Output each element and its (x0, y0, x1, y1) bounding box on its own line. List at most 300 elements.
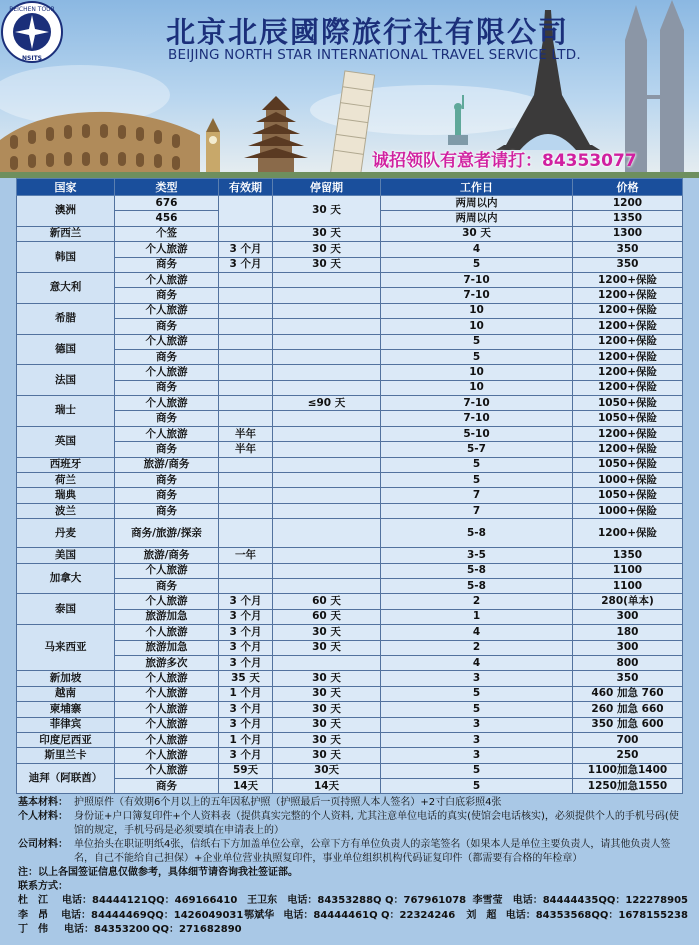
country-cell: 德国 (17, 334, 115, 365)
table-row (17, 473, 683, 488)
stay-cell (273, 365, 381, 380)
workdays-cell: 7 (381, 503, 573, 518)
validity-cell (219, 196, 273, 227)
table-row (17, 365, 683, 380)
price-cell: 1350 (573, 548, 683, 563)
validity-cell: 一年 (219, 548, 273, 563)
validity-cell: 半年 (219, 442, 273, 457)
stay-cell (273, 272, 381, 287)
workdays-cell: 7-10 (381, 411, 573, 426)
type-cell: 个人旅游 (115, 426, 219, 441)
price-cell: 300 (573, 609, 683, 624)
contact-phone: 电话：84353288 (287, 895, 374, 906)
workdays-cell: 10 (381, 319, 573, 334)
price-cell: 350 (573, 242, 683, 257)
type-cell: 个人旅游 (115, 334, 219, 349)
price-cell: 1000+保险 (573, 503, 683, 518)
stay-cell: 60 天 (273, 594, 381, 609)
header-stay: 停留期 (273, 179, 381, 196)
price-cell: 1200+保险 (573, 349, 683, 364)
table-row (17, 288, 683, 303)
table-row (17, 702, 683, 717)
country-cell: 柬埔寨 (17, 702, 115, 717)
validity-cell: 1 个月 (219, 686, 273, 701)
table-row (17, 671, 683, 686)
company-materials-label: 公司材料： (18, 839, 68, 850)
validity-cell (219, 319, 273, 334)
table-row (17, 717, 683, 732)
workdays-cell: 5 (381, 473, 573, 488)
workdays-cell: 5-8 (381, 519, 573, 548)
header-country: 国家 (17, 179, 115, 196)
workdays-cell: 5-10 (381, 426, 573, 441)
validity-cell (219, 226, 273, 241)
country-cell: 加拿大 (17, 563, 115, 594)
price-cell: 1200+保险 (573, 365, 683, 380)
header-price: 价格 (573, 179, 683, 196)
stay-cell (273, 319, 381, 334)
country-cell: 澳洲 (17, 196, 115, 227)
type-cell: 个人旅游 (115, 732, 219, 747)
type-cell: 旅游多次 (115, 655, 219, 670)
stay-cell (273, 457, 381, 472)
workdays-cell: 5 (381, 702, 573, 717)
contact-name: 李 昂 (18, 909, 48, 921)
type-cell: 商务 (115, 578, 219, 593)
validity-cell (219, 519, 273, 548)
validity-cell (219, 380, 273, 395)
validity-cell: 3 个月 (219, 748, 273, 763)
workdays-cell: 10 (381, 380, 573, 395)
contact-qq: QQ：1678155238 (591, 909, 688, 921)
contact-qq: QQ：469166410 (147, 895, 238, 906)
notes-section (18, 796, 688, 938)
country-cell: 韩国 (17, 242, 115, 273)
type-cell: 商务 (115, 411, 219, 426)
workdays-cell: 两周以内 (381, 196, 573, 211)
price-cell: 460 加急 760 (573, 686, 683, 701)
type-cell: 个人旅游 (115, 702, 219, 717)
price-cell: 1200+保险 (573, 319, 683, 334)
validity-cell: 59天 (219, 763, 273, 778)
price-cell: 1200+保险 (573, 288, 683, 303)
contact-qq: Q Q：767961078 (373, 895, 467, 906)
workdays-cell: 5 (381, 779, 573, 794)
validity-cell: 3 个月 (219, 625, 273, 640)
workdays-cell: 5 (381, 686, 573, 701)
header-validity: 有效期 (219, 179, 273, 196)
table-row (17, 594, 683, 609)
price-cell: 1100 (573, 563, 683, 578)
validity-cell (219, 578, 273, 593)
validity-cell (219, 563, 273, 578)
country-cell: 法国 (17, 365, 115, 396)
validity-cell: 3 个月 (219, 257, 273, 272)
workdays-cell: 2 (381, 594, 573, 609)
stay-cell: 30 天 (273, 242, 381, 257)
type-cell: 商务 (115, 473, 219, 488)
workdays-cell: 7-10 (381, 272, 573, 287)
country-cell: 英国 (17, 426, 115, 457)
price-cell: 1100 (573, 578, 683, 593)
stay-cell (273, 334, 381, 349)
type-cell: 商务 (115, 488, 219, 503)
contact-name: 杜 江 (18, 895, 48, 906)
stay-cell: 30 天 (273, 748, 381, 763)
contact-name: 王卫东 (247, 895, 278, 906)
validity-cell: 3 个月 (219, 702, 273, 717)
contact-qq: Q Q：22324246 (369, 909, 456, 921)
stay-cell (273, 380, 381, 395)
validity-cell (219, 272, 273, 287)
type-cell: 个人旅游 (115, 272, 219, 287)
table-row (17, 442, 683, 457)
type-cell: 商务 (115, 779, 219, 794)
type-cell: 个人旅游 (115, 303, 219, 318)
workdays-cell: 4 (381, 655, 573, 670)
country-cell: 越南 (17, 686, 115, 701)
basic-materials-text: 护照原件（有效期6个月以上的五年因私护照（护照最后一页持照人本人签名）+2寸白底彩照4张 (74, 797, 502, 808)
stay-cell (273, 655, 381, 670)
contact-qq: QQ：1426049031 (146, 909, 244, 921)
table-row (17, 303, 683, 318)
validity-cell: 3 个月 (219, 655, 273, 670)
type-cell: 旅游加急 (115, 609, 219, 624)
price-cell: 350 (573, 671, 683, 686)
recruit-banner: 诚招领队有意者请打：84353077 (372, 151, 637, 171)
stay-cell: 30 天 (273, 226, 381, 241)
stay-cell: 60 天 (273, 609, 381, 624)
contact-title: 联系方式： (18, 881, 68, 892)
price-cell: 1200 (573, 196, 683, 211)
company-name-chinese: 北京北辰國際旅行社有限公司 (166, 15, 570, 49)
validity-cell: 3 个月 (219, 242, 273, 257)
table-row (17, 257, 683, 272)
workdays-cell: 5 (381, 257, 573, 272)
country-cell: 印度尼西亚 (17, 732, 115, 747)
validity-cell (219, 303, 273, 318)
validity-cell: 1 个月 (219, 732, 273, 747)
table-row (17, 196, 683, 211)
type-cell: 个人旅游 (115, 763, 219, 778)
table-row (17, 640, 683, 655)
table-row (17, 519, 683, 548)
stay-cell: 30 天 (273, 702, 381, 717)
contact-phone: 电话：84444121 (62, 895, 148, 906)
validity-cell: 3 个月 (219, 609, 273, 624)
type-cell: 旅游/商务 (115, 548, 219, 563)
country-cell: 马来西亚 (17, 625, 115, 671)
stay-cell: 14天 (273, 779, 381, 794)
basic-materials-label: 基本材料： (18, 797, 68, 808)
price-cell: 250 (573, 748, 683, 763)
workdays-cell: 7-10 (381, 396, 573, 411)
price-cell: 180 (573, 625, 683, 640)
type-cell: 个人旅游 (115, 671, 219, 686)
price-cell: 1200+保险 (573, 380, 683, 395)
stay-cell (273, 548, 381, 563)
validity-cell: 35 天 (219, 671, 273, 686)
stay-cell: ≤90 天 (273, 396, 381, 411)
table-row (17, 548, 683, 563)
table-row (17, 763, 683, 778)
type-cell: 商务 (115, 380, 219, 395)
type-cell: 个人旅游 (115, 748, 219, 763)
workdays-cell: 5-8 (381, 578, 573, 593)
country-cell: 瑞士 (17, 396, 115, 427)
type-cell: 旅游加急 (115, 640, 219, 655)
type-cell: 个人旅游 (115, 396, 219, 411)
stay-cell (273, 288, 381, 303)
validity-cell (219, 396, 273, 411)
price-cell: 1050+保险 (573, 396, 683, 411)
contact-row (18, 909, 688, 924)
type-cell: 商务 (115, 288, 219, 303)
workdays-cell: 5 (381, 349, 573, 364)
company-materials-text: 单位抬头在职证明纸4张，信纸右下方加盖单位公章，公章下方有单位负责人的亲笔签名（如果本人是单位主要负责人，请其他负责人签名，自己不能给自己担保）+企业单位营业执照复印件，事业单位组织机构代码证复印件（都需要有合格的年检章） (74, 839, 671, 864)
workdays-cell: 5-7 (381, 442, 573, 457)
workdays-cell: 10 (381, 303, 573, 318)
country-cell: 迪拜（阿联酋） (17, 763, 115, 794)
stay-cell (273, 578, 381, 593)
table-row (17, 411, 683, 426)
validity-cell (219, 411, 273, 426)
price-cell: 1250加急1550 (573, 779, 683, 794)
contact-row (18, 894, 688, 909)
stay-cell (273, 303, 381, 318)
workdays-cell: 5 (381, 334, 573, 349)
price-cell: 280(单本) (573, 594, 683, 609)
workdays-cell: 7 (381, 488, 573, 503)
logo-bottom-text: NSITS (22, 55, 42, 62)
workdays-cell: 3 (381, 732, 573, 747)
type-cell: 个人旅游 (115, 686, 219, 701)
company-name-english: BEIJING NORTH STAR INTERNATIONAL TRAVEL SERVICE LTD. (168, 47, 581, 63)
personal-materials-text: 身份证+户口簿复印件+个人资料表（提供真实完整的个人资料, 尤其注意单位电话的真实(使馆会电话核实)，必须提供个人的手机号码(使馆的规定，手机号码是必须要填在申请表上的） (74, 811, 679, 836)
type-cell: 个人旅游 (115, 594, 219, 609)
validity-cell: 3 个月 (219, 594, 273, 609)
table-row (17, 488, 683, 503)
price-cell: 350 (573, 257, 683, 272)
contact-phone: 电话：84444469 (61, 909, 147, 921)
table-row (17, 625, 683, 640)
workdays-cell: 4 (381, 242, 573, 257)
validity-cell (219, 365, 273, 380)
country-cell: 美国 (17, 548, 115, 563)
country-cell: 新加坡 (17, 671, 115, 686)
type-cell: 个人旅游 (115, 242, 219, 257)
header-banner (0, 0, 699, 178)
personal-materials (18, 810, 688, 838)
country-cell: 斯里兰卡 (17, 748, 115, 763)
type-cell: 商务 (115, 349, 219, 364)
contact-name: 刘 超 (466, 909, 497, 921)
workdays-cell: 两周以内 (381, 211, 573, 226)
visa-price-table (16, 178, 683, 794)
stay-cell (273, 488, 381, 503)
stay-cell: 30 天 (273, 625, 381, 640)
stay-cell: 30 天 (273, 671, 381, 686)
type-cell: 456 (115, 211, 219, 226)
table-row (17, 655, 683, 670)
price-cell: 1200+保险 (573, 334, 683, 349)
country-cell: 西班牙 (17, 457, 115, 472)
stay-cell (273, 473, 381, 488)
table-row (17, 380, 683, 395)
contact-qq: QQ：122278905 (598, 895, 689, 906)
country-cell: 荷兰 (17, 473, 115, 488)
type-cell: 676 (115, 196, 219, 211)
stay-cell (273, 503, 381, 518)
table-row (17, 396, 683, 411)
price-cell: 260 加急 660 (573, 702, 683, 717)
price-cell: 800 (573, 655, 683, 670)
validity-cell (219, 288, 273, 303)
country-cell: 希腊 (17, 303, 115, 334)
validity-cell: 3 个月 (219, 717, 273, 732)
company-materials (18, 838, 688, 866)
table-row (17, 242, 683, 257)
workdays-cell: 5 (381, 457, 573, 472)
price-cell: 700 (573, 732, 683, 747)
price-cell: 1050+保险 (573, 411, 683, 426)
type-cell: 旅游/商务 (115, 457, 219, 472)
table-header-row (17, 179, 683, 196)
price-cell: 1200+保险 (573, 303, 683, 318)
disclaimer: 注：以上各国签证信息仅做参考，具体细节请咨询我社签证部。 (18, 867, 298, 878)
price-cell: 350 加急 600 (573, 717, 683, 732)
contact-name: 丁 伟 (18, 924, 48, 935)
table-row (17, 779, 683, 794)
contact-name: 李雪莹 (472, 895, 503, 906)
type-cell: 商务 (115, 319, 219, 334)
type-cell: 个签 (115, 226, 219, 241)
stay-cell (273, 442, 381, 457)
personal-materials-label: 个人材料： (18, 811, 68, 822)
table-row (17, 578, 683, 593)
workdays-cell: 7-10 (381, 288, 573, 303)
logo-top-text: BEICHEN TOUR (9, 6, 55, 13)
validity-cell: 3 个月 (219, 640, 273, 655)
type-cell: 个人旅游 (115, 717, 219, 732)
validity-cell (219, 488, 273, 503)
price-cell: 1050+保险 (573, 488, 683, 503)
price-cell: 1200+保险 (573, 272, 683, 287)
country-cell: 新西兰 (17, 226, 115, 241)
validity-cell (219, 334, 273, 349)
country-cell: 菲律宾 (17, 717, 115, 732)
stay-cell: 30 天 (273, 732, 381, 747)
stay-cell (273, 563, 381, 578)
contact-phone: 电话：84444461 (283, 909, 370, 921)
price-cell: 300 (573, 640, 683, 655)
type-cell: 商务 (115, 257, 219, 272)
table-row (17, 319, 683, 334)
table-row (17, 334, 683, 349)
workdays-cell: 30 天 (381, 226, 573, 241)
header-type: 类型 (115, 179, 219, 196)
type-cell: 商务 (115, 503, 219, 518)
workdays-cell: 2 (381, 640, 573, 655)
contact-phone: 电话：84444435 (512, 895, 599, 906)
validity-cell: 半年 (219, 426, 273, 441)
type-cell: 个人旅游 (115, 563, 219, 578)
stay-cell (273, 349, 381, 364)
table-row (17, 732, 683, 747)
stay-cell: 30 天 (273, 196, 381, 227)
price-cell: 1200+保险 (573, 442, 683, 457)
type-cell: 商务 (115, 442, 219, 457)
contact-phone: 电话：84353568 (505, 909, 592, 921)
stay-cell: 30 天 (273, 717, 381, 732)
workdays-cell: 1 (381, 609, 573, 624)
price-cell: 1200+保险 (573, 426, 683, 441)
table-row (17, 563, 683, 578)
table-row (17, 426, 683, 441)
stay-cell (273, 426, 381, 441)
stay-cell: 30天 (273, 763, 381, 778)
type-cell: 个人旅游 (115, 625, 219, 640)
contact-phone: 电话：84353200 (64, 924, 150, 935)
price-cell: 1350 (573, 211, 683, 226)
workdays-cell: 4 (381, 625, 573, 640)
workdays-cell: 3 (381, 671, 573, 686)
stay-cell: 30 天 (273, 257, 381, 272)
price-cell: 1200+保险 (573, 519, 683, 548)
table-row (17, 457, 683, 472)
table-row (17, 272, 683, 287)
workdays-cell: 5-8 (381, 563, 573, 578)
country-cell: 意大利 (17, 272, 115, 303)
table-row (17, 349, 683, 364)
table-row (17, 609, 683, 624)
stay-cell (273, 519, 381, 548)
header-workdays: 工作日 (381, 179, 573, 196)
validity-cell (219, 473, 273, 488)
validity-cell (219, 457, 273, 472)
contact-list (18, 894, 688, 938)
validity-cell (219, 503, 273, 518)
company-logo (0, 0, 64, 64)
contact-row (18, 923, 688, 938)
price-cell: 1300 (573, 226, 683, 241)
country-cell: 丹麦 (17, 519, 115, 548)
type-cell: 个人旅游 (115, 365, 219, 380)
stay-cell (273, 411, 381, 426)
validity-cell: 14天 (219, 779, 273, 794)
table-row (17, 503, 683, 518)
workdays-cell: 3-5 (381, 548, 573, 563)
workdays-cell: 10 (381, 365, 573, 380)
table-row (17, 226, 683, 241)
validity-cell (219, 349, 273, 364)
stay-cell: 30 天 (273, 686, 381, 701)
workdays-cell: 3 (381, 717, 573, 732)
table-row (17, 748, 683, 763)
country-cell: 瑞典 (17, 488, 115, 503)
table-row (17, 686, 683, 701)
price-cell: 1050+保险 (573, 457, 683, 472)
contact-qq: QQ：271682890 (152, 924, 242, 935)
price-cell: 1100加急1400 (573, 763, 683, 778)
country-cell: 波兰 (17, 503, 115, 518)
type-cell: 商务/旅游/探亲 (115, 519, 219, 548)
price-cell: 1000+保险 (573, 473, 683, 488)
workdays-cell: 5 (381, 763, 573, 778)
contact-name: 鄂斌华 (244, 909, 275, 921)
basic-materials (18, 796, 688, 810)
country-cell: 泰国 (17, 594, 115, 625)
